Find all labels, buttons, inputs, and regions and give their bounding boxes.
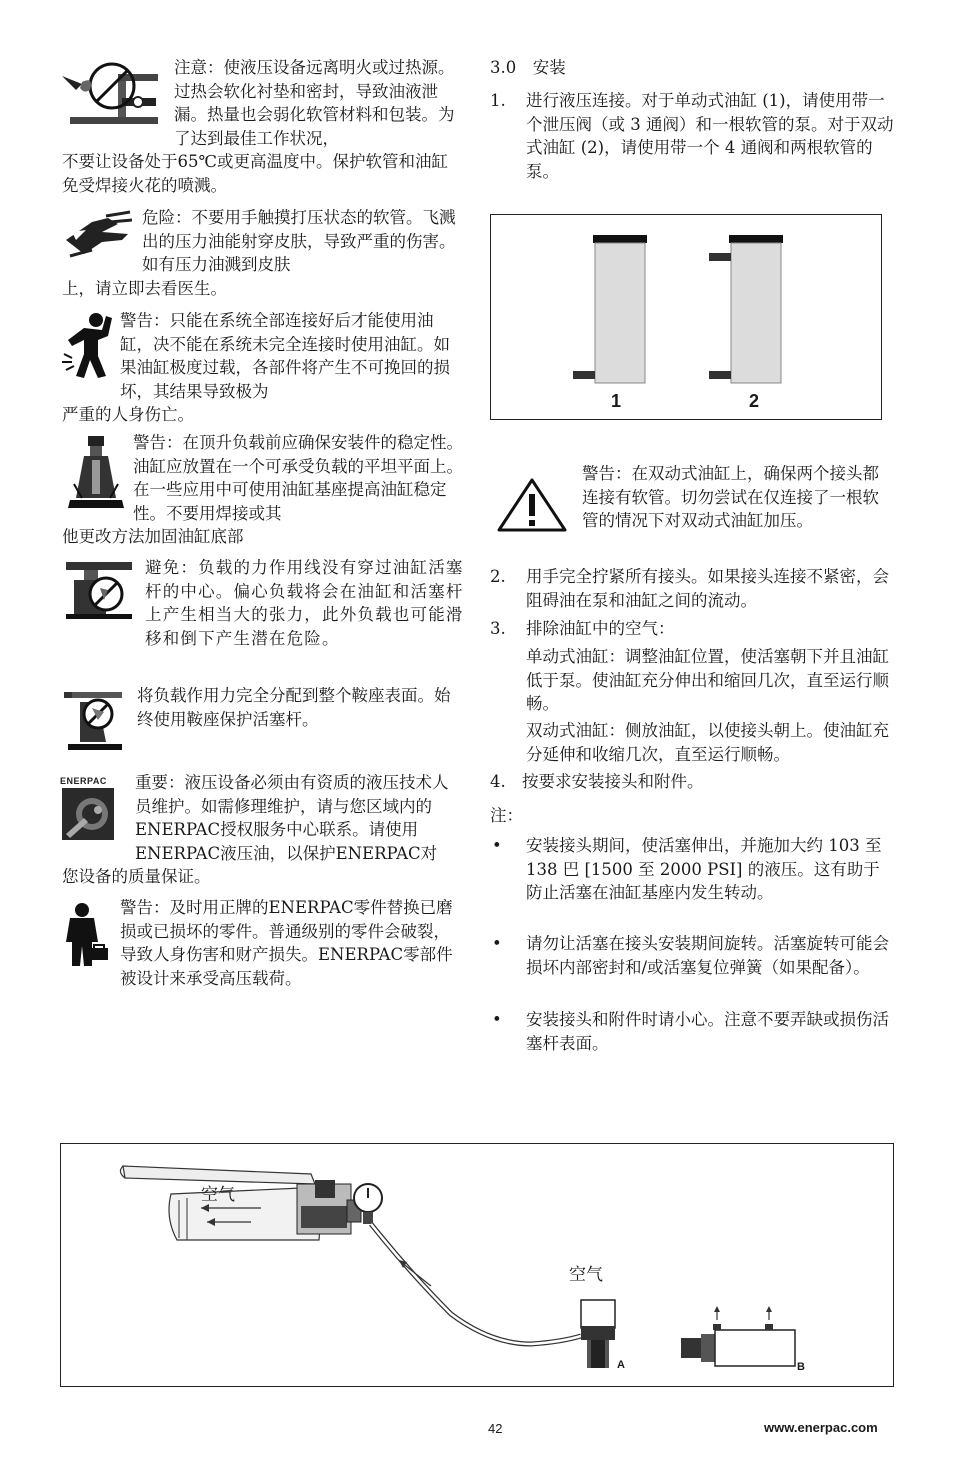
note-label: 注： [490,806,523,825]
service-note-text-cont: 您设备的质量保证。 [62,867,211,886]
step-3-number: 3. [490,619,506,638]
stability-warning-text-cont: 他更改方法加固油缸底部 [62,527,244,546]
step-4-text: 按要求安装接头和附件。 [522,772,704,791]
step-1-text: 进行液压连接。对于单动式油缸 (1)，请使用带一个泄压阀（或 3 通阀）和一根软管的泵。对于双动式油缸 (2)，请使用带一个 4 通阀和两根软管的泵。 [526,91,894,181]
bullet-1-text: 安装接头期间，使活塞伸出，并施加大约 103 至 138 巴 [1500 至 2000 PSI] 的液压。这有助于防止活塞在油缸基座内发生转动。 [526,836,882,902]
off-center-load-icon [64,560,134,620]
single-acting-text: 单动式油缸：调整油缸位置，使活塞朝下并且油缸低于泵。使油缸充分伸出和缩回几次，直至运行顺畅。 [526,647,889,713]
danger-note-text: 危险：不要用手触摸打压状态的软管。飞溅出的压力油能射穿皮肤，导致严重的伤害。如有压力油溅到皮肤 [142,208,456,274]
cylinder-b-label: B [797,1361,805,1373]
technician-parts-icon [62,902,110,968]
wrench-service-icon [62,788,114,840]
pump-hose-cylinder-drawing [61,1144,893,1386]
air-label-pump: 空气 [201,1185,235,1205]
cylinder-2-label: 2 [749,391,760,411]
warning-triangle-icon [496,477,568,533]
step-4-number: 4. [490,772,506,791]
connect-warning-text-cont: 严重的人身伤亡。 [62,405,194,424]
cylinder-figure [490,214,882,420]
cylinder-drawings [491,215,881,419]
step-3-text: 排除油缸中的空气： [526,619,675,638]
bullet-2-text: 请勿让活塞在接头安装期间旋转。活塞旋转可能会损坏内部密封和/或活塞复位弹簧（如果配备）。 [526,934,889,977]
bullet-1-marker: • [492,836,502,855]
bullet-3-text: 安装接头和附件时请小心。注意不要弄缺或损伤活塞杆表面。 [526,1010,889,1053]
person-shock-warning-icon [62,310,114,380]
bullet-3-marker: • [492,1010,502,1029]
cylinder-1-label: 1 [611,391,622,411]
off-center-load-text: 避免：负载的力作用线没有穿过油缸活塞杆的中心。偏心负载将会在油缸和活塞杆上产生相当大的张力，此外负载也可能滑移和倒下产生潜在危险。 [145,558,464,648]
step-2-number: 2. [490,567,506,586]
enerpac-brand-logo: ENERPAC [60,776,107,786]
page-number: 42 [488,1421,503,1436]
saddle-note-text: 将负载作用力完全分配到整个鞍座表面。始终使用鞍座保护活塞杆。 [137,686,451,729]
connect-warning-text: 警告：只能在系统全部连接好后才能使用油缸，决不能在系统未完全连接时使用油缸。如果油缸极度过载，各部件将产生不可挽回的损坏，其结果导致极为 [120,311,450,401]
service-note-text: 重要：液压设备必须由有资质的液压技术人员维护。如需修理维护，请与您区域内的ENERPAC授权服务中心联系。请使用ENERPAC液压油，以保护ENERPAC对 [135,773,449,863]
flame-heat-warning-icon [60,60,164,130]
air-label-cylinder: 空气 [569,1265,603,1285]
saddle-protection-icon [64,690,126,752]
footer-website[interactable]: www.enerpac.com [764,1420,878,1435]
step-1-number: 1. [490,91,506,110]
stability-warning-text: 警告：在顶升负载前应确保安装件的稳定性。油缸应放置在一个可承受负载的平坦平面上。在一些应用中可使用油缸基座提高油缸稳定性。不要用焊接或其 [133,433,463,523]
bullet-2-marker: • [492,934,502,953]
parts-warning-text: 警告：及时用正牌的ENERPAC零件替换已磨损或已损坏的零件。普通级别的零件会破裂，导致人身伤害和财产损失。ENERPAC零部件被设计来承受高压载荷。 [120,898,453,988]
step-2-text: 用手完全拧紧所有接头。如果接头连接不紧密，会阻碍油在泵和油缸之间的流动。 [526,567,889,610]
heat-note-text: 注意：使液压设备远离明火或过热源。过热会软化衬垫和密封，导致油液泄漏。热量也会弱化软管材料和包装。为了达到最佳工作状况， [174,58,455,148]
double-acting-warning-text: 警告：在双动式油缸上，确保两个接头都连接有软管。切勿尝试在仅连接了一根软管的情况下对双动式油缸加压。 [582,464,879,530]
cylinder-a-label: A [617,1359,625,1371]
hand-spray-danger-icon [62,210,134,258]
air-bleed-figure [60,1143,894,1387]
cylinder-base-stability-icon [66,434,126,510]
double-acting-text: 双动式油缸：侧放油缸，以使接头朝上。使油缸充分延伸和收缩几次，直至运行顺畅。 [526,721,889,764]
danger-note-text-cont: 上，请立即去看医生。 [62,279,227,298]
heat-note-text-cont: 不要让设备处于65℃或更高温度中。保护软管和油缸免受焊接火花的喷溅。 [62,152,448,195]
section-heading: 3.0 安装 [490,58,566,77]
